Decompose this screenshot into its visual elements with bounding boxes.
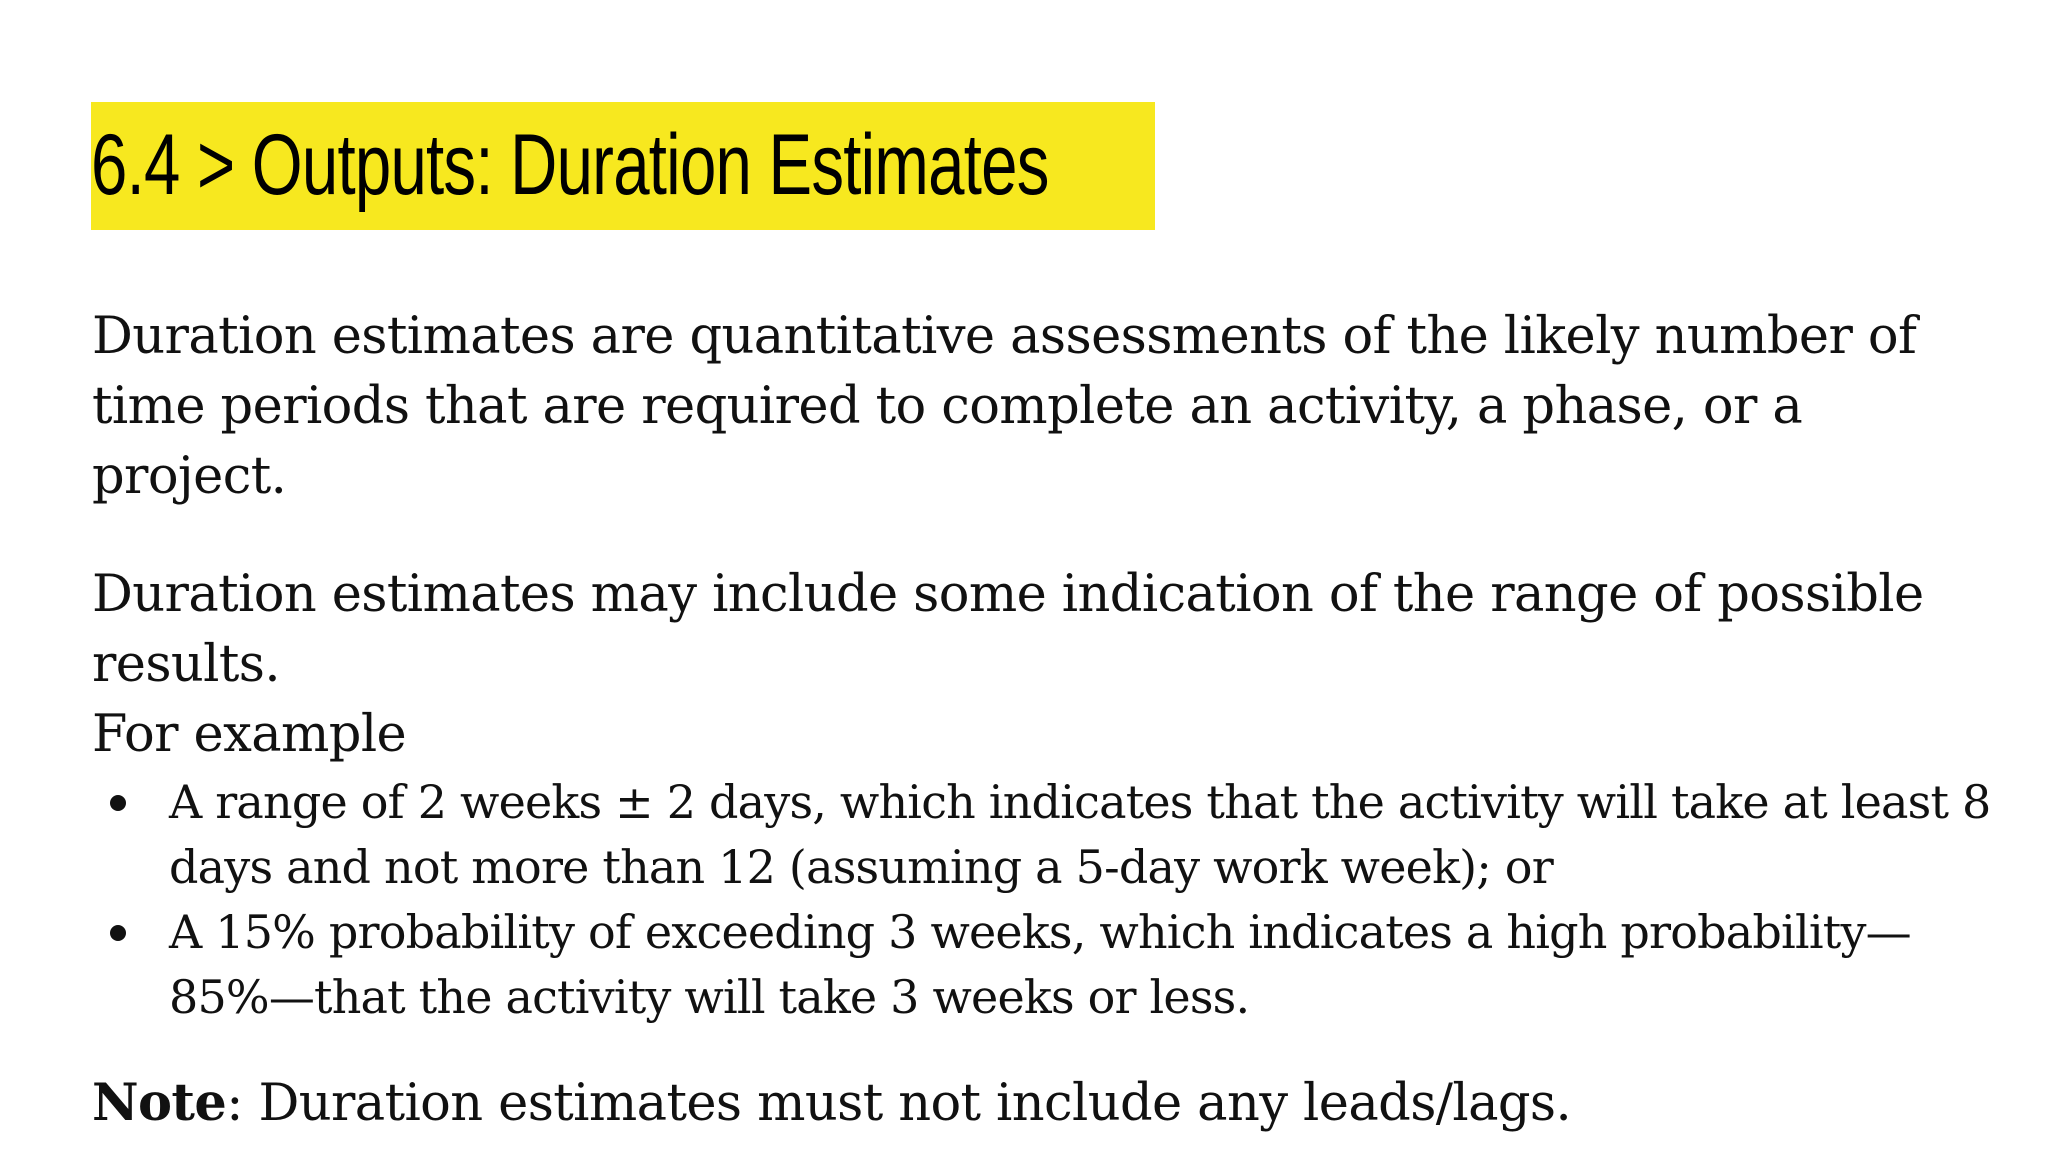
range-paragraph xyxy=(92,560,1992,770)
slide-body xyxy=(92,302,1992,1139)
definition-paragraph: Duration estimates are quantitative assessments of the likely number of time periods that are required to complete an activity, a phase, or a project. xyxy=(92,307,1917,506)
title-highlight xyxy=(91,102,1155,230)
note-paragraph xyxy=(92,1068,1992,1139)
note-label: Note xyxy=(92,1073,227,1133)
list-item-text: A 15% probability of exceeding 3 weeks, which indicates a high probability—85%—that the activity will take 3 weeks or less. xyxy=(169,905,1911,1024)
note-text: : Duration estimates must not include any leads/lags. xyxy=(226,1074,1572,1133)
bullet-icon xyxy=(110,925,126,941)
slide-title: 6.4 > Outputs: Duration Estimates xyxy=(91,117,1049,213)
list-item xyxy=(92,770,1992,900)
range-paragraph-line1: Duration estimates may include some indication of the range of possible results. xyxy=(92,565,1924,694)
range-paragraph-line2: For example xyxy=(92,705,407,764)
bullet-icon xyxy=(110,795,126,811)
list-item xyxy=(92,900,1992,1030)
list-item-text: A range of 2 weeks ± 2 days, which indicates that the activity will take at least 8 days and not more than 12 (assuming a 5-day work week); or xyxy=(169,775,1991,894)
example-list xyxy=(92,770,1992,1030)
